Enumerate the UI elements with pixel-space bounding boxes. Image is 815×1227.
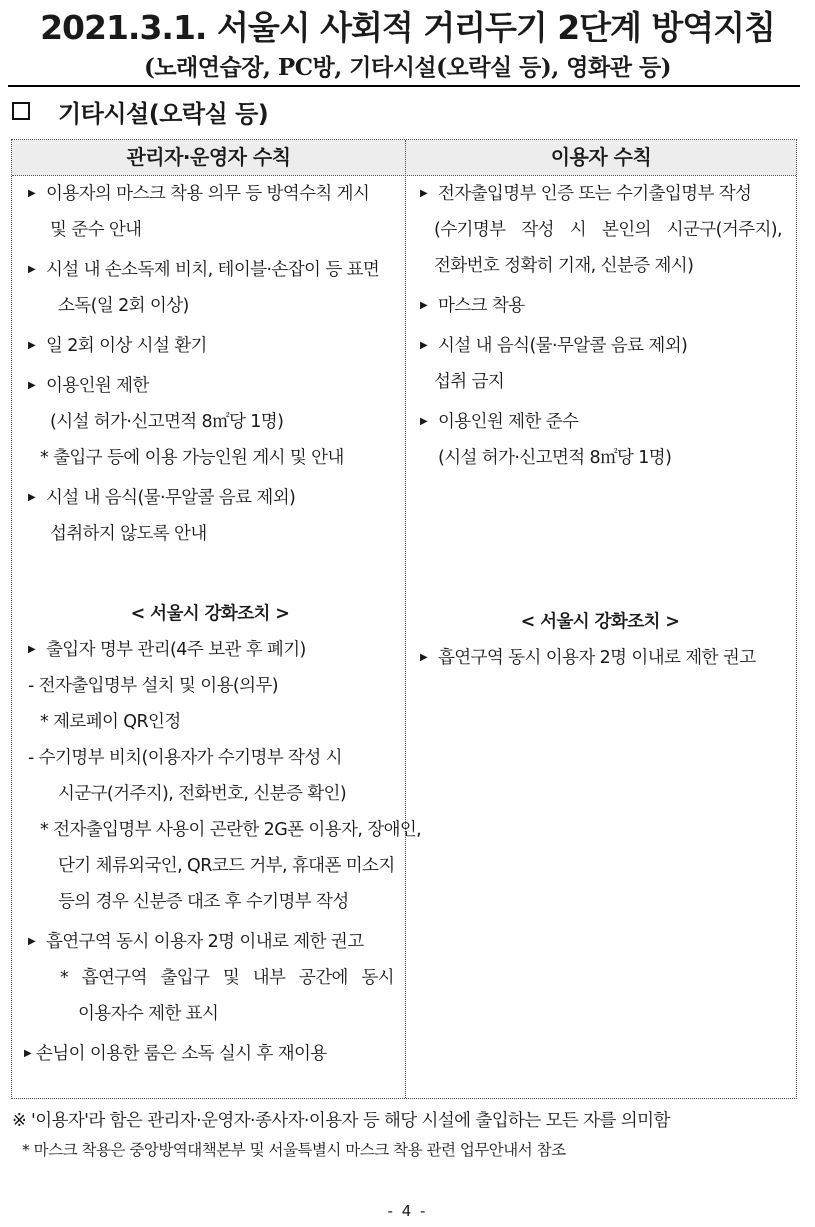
footnote-user-definition: ※ '이용자'라 함은 관리자·운영자·종사자·이용자 등 해당 시설에 출입하는 모든 자를 의미함 (12, 1111, 670, 1131)
list-item (22, 368, 398, 404)
list-item (22, 480, 398, 516)
rule-text-continued: 및 준수 안내 (50, 220, 142, 240)
rule-text: 흡연구역 동시 이용자 2명 이내로 제한 권고 (46, 932, 364, 952)
rule-text-continued: (시설 허가·신고면적 8㎡당 1명) (438, 448, 672, 468)
rule-text: 이용자의 마스크 착용 의무 등 방역수칙 게시 (46, 184, 370, 204)
section-heading (12, 94, 268, 128)
rule-text-continued: 전화번호 정확히 기재, 신분증 제시) (434, 256, 694, 276)
bullet-arrow-icon: ▶ (28, 188, 36, 199)
rule-note: * 전자출입명부 사용이 곤란한 2G폰 이용자, 장애인, (40, 820, 422, 840)
rule-subitem: - 전자출입명부 설치 및 이용(의무) (28, 676, 278, 696)
list-item (22, 924, 398, 960)
rule-subitem-continued: 시군구(거주지), 전화번호, 신분증 확인) (58, 784, 347, 804)
bullet-arrow-icon: ▶ (420, 300, 428, 311)
user-rules-column (414, 176, 786, 676)
bullet-arrow-icon: ▶ (28, 936, 36, 947)
list-item (414, 640, 786, 676)
document-subtitle: (노래연습장, PC방, 기타시설(오락실 등), 영화관 등) (143, 54, 672, 81)
list-item (22, 176, 398, 212)
guideline-table (11, 139, 797, 1099)
rule-text-continued: (시설 허가·신고면적 8㎡당 1명) (50, 412, 284, 432)
rule-text: 흡연구역 동시 이용자 2명 이내로 제한 권고 (438, 648, 756, 668)
enhanced-measures-heading: < 서울시 강화조치 > (520, 612, 680, 632)
bullet-arrow-icon: ▶ (420, 416, 428, 427)
rule-text-continued: (수기명부 작성 시 본인의 시군구(거주지), (434, 220, 782, 240)
bullet-arrow-icon: ▶ (420, 652, 428, 663)
user-rules-header: 이용자 수칙 (550, 145, 652, 169)
rule-text: 이용인원 제한 준수 (438, 412, 579, 432)
enhanced-measures-heading: < 서울시 강화조치 > (130, 604, 290, 624)
rule-text-continued: 섭취 금지 (434, 372, 505, 392)
section-heading-text: 기타시설(오락실 등) (58, 99, 269, 128)
rule-subitem: - 수기명부 비치(이용자가 수기명부 작성 시 (28, 748, 342, 768)
rule-note-continued: 단기 체류외국인, QR코드 거부, 휴대폰 미소지 (58, 856, 395, 876)
rule-note: * 출입구 등에 이용 가능인원 게시 및 안내 (40, 448, 344, 468)
rule-text: 시설 내 손소독제 비치, 테이블·손잡이 등 표면 (46, 260, 380, 280)
document-title: 2021.3.1. 서울시 사회적 거리두기 2단계 방역지침 (40, 8, 775, 47)
list-item (414, 328, 786, 364)
list-item (22, 252, 398, 288)
bullet-arrow-icon: ▶ (28, 340, 36, 351)
rule-text: 마스크 착용 (438, 296, 525, 316)
list-item (22, 328, 398, 364)
list-item (414, 404, 786, 440)
manager-rules-header: 관리자·운영자 수칙 (126, 145, 291, 169)
bullet-arrow-icon: ▶ (28, 644, 36, 655)
list-item (22, 632, 398, 668)
title-underline (8, 85, 800, 87)
rule-note: * 흡연구역 출입구 및 내부 공간에 동시 (60, 968, 394, 988)
rule-text: 일 2회 이상 시설 환기 (46, 336, 207, 356)
list-item (414, 176, 786, 212)
bullet-arrow-icon: ▶ (420, 188, 428, 199)
rule-note-continued: 등의 경우 신분증 대조 후 수기명부 작성 (58, 892, 349, 912)
list-item (414, 288, 786, 324)
bullet-arrow-icon: ▶ (28, 492, 36, 503)
table-header-row (12, 140, 796, 176)
rule-note-continued: 이용자수 제한 표시 (78, 1004, 219, 1024)
list-item (22, 1036, 398, 1072)
checkbox-icon (12, 102, 30, 120)
bullet-arrow-icon: ▶ (28, 264, 36, 275)
bullet-arrow-icon: ▶ (420, 340, 428, 351)
rule-text-continued: 섭취하지 않도록 안내 (50, 524, 207, 544)
rule-text: 손님이 이용한 룸은 소독 실시 후 재이용 (36, 1044, 327, 1064)
rule-note: * 제로페이 QR인정 (40, 712, 181, 732)
page-number: - 4 - (387, 1202, 428, 1220)
rule-text: 전자출입명부 인증 또는 수기출입명부 작성 (438, 184, 752, 204)
rule-text-continued: 소독(일 2회 이상) (58, 296, 189, 316)
bullet-arrow-icon: ▶ (28, 380, 36, 391)
rule-text: 시설 내 음식(물·무알콜 음료 제외) (46, 488, 296, 508)
rule-text: 시설 내 음식(물·무알콜 음료 제외) (438, 336, 688, 356)
manager-rules-column (22, 176, 422, 1072)
rule-text: 이용인원 제한 (46, 376, 149, 396)
rule-text: 출입자 명부 관리(4주 보관 후 폐기) (46, 640, 306, 660)
bullet-arrow-icon: ▶ (24, 1048, 32, 1059)
column-divider (405, 140, 406, 1098)
footnote-mask-guidance: * 마스크 착용은 중앙방역대책본부 및 서울특별시 마스크 착용 관련 업무안내서 참조 (22, 1141, 566, 1159)
